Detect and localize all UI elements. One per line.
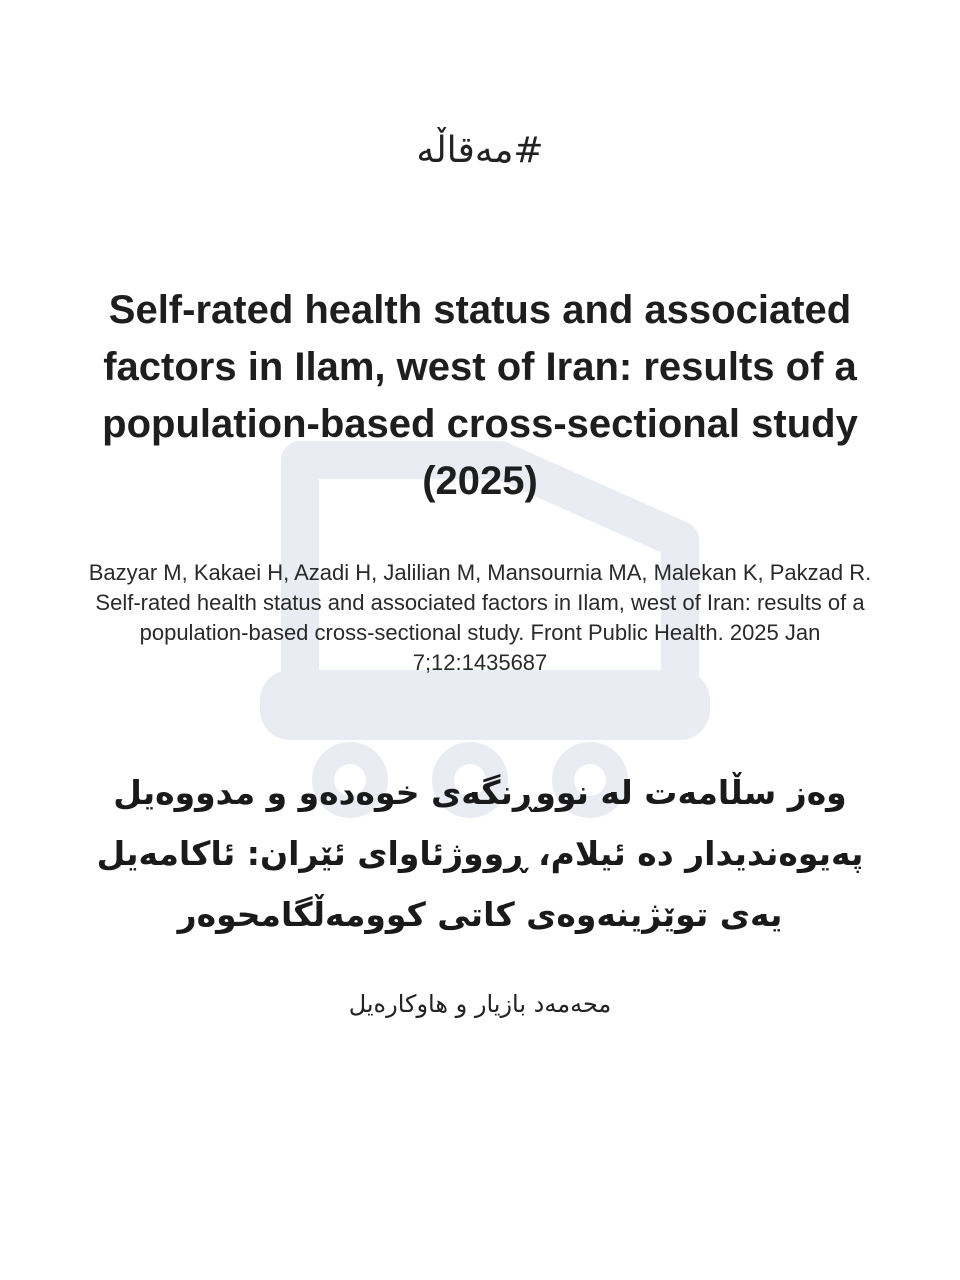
article-title: Self-rated health status and associated factors in Ilam, west of Iran: results of a population-based cross-sectional study (2025) <box>102 288 858 503</box>
article-citation: Bazyar M, Kakaei H, Azadi H, Jalilian M, Mansournia MA, Malekan K, Pakzad R. Self-rated health status and associated factors in Ilam, west of Iran: results of a population-based cross-sectional study. Front Public Health. 2025 Jan 7;12:1435687 <box>88 560 872 675</box>
authors-line: محەمەد بازیار و هاوکارەیل <box>348 990 612 1018</box>
category-hashtag: #مەقاڵە <box>416 130 544 171</box>
kurdish-title: وەز سڵامەت لە نووڕنگەی خوەدەو و مدووەیل پەیوەندیدار دە ئیلام، ڕووژئاوای ئێران: ئاکامەیل یەی توێژینەوەی کاتی کوومەڵگامحوەر <box>96 773 864 934</box>
